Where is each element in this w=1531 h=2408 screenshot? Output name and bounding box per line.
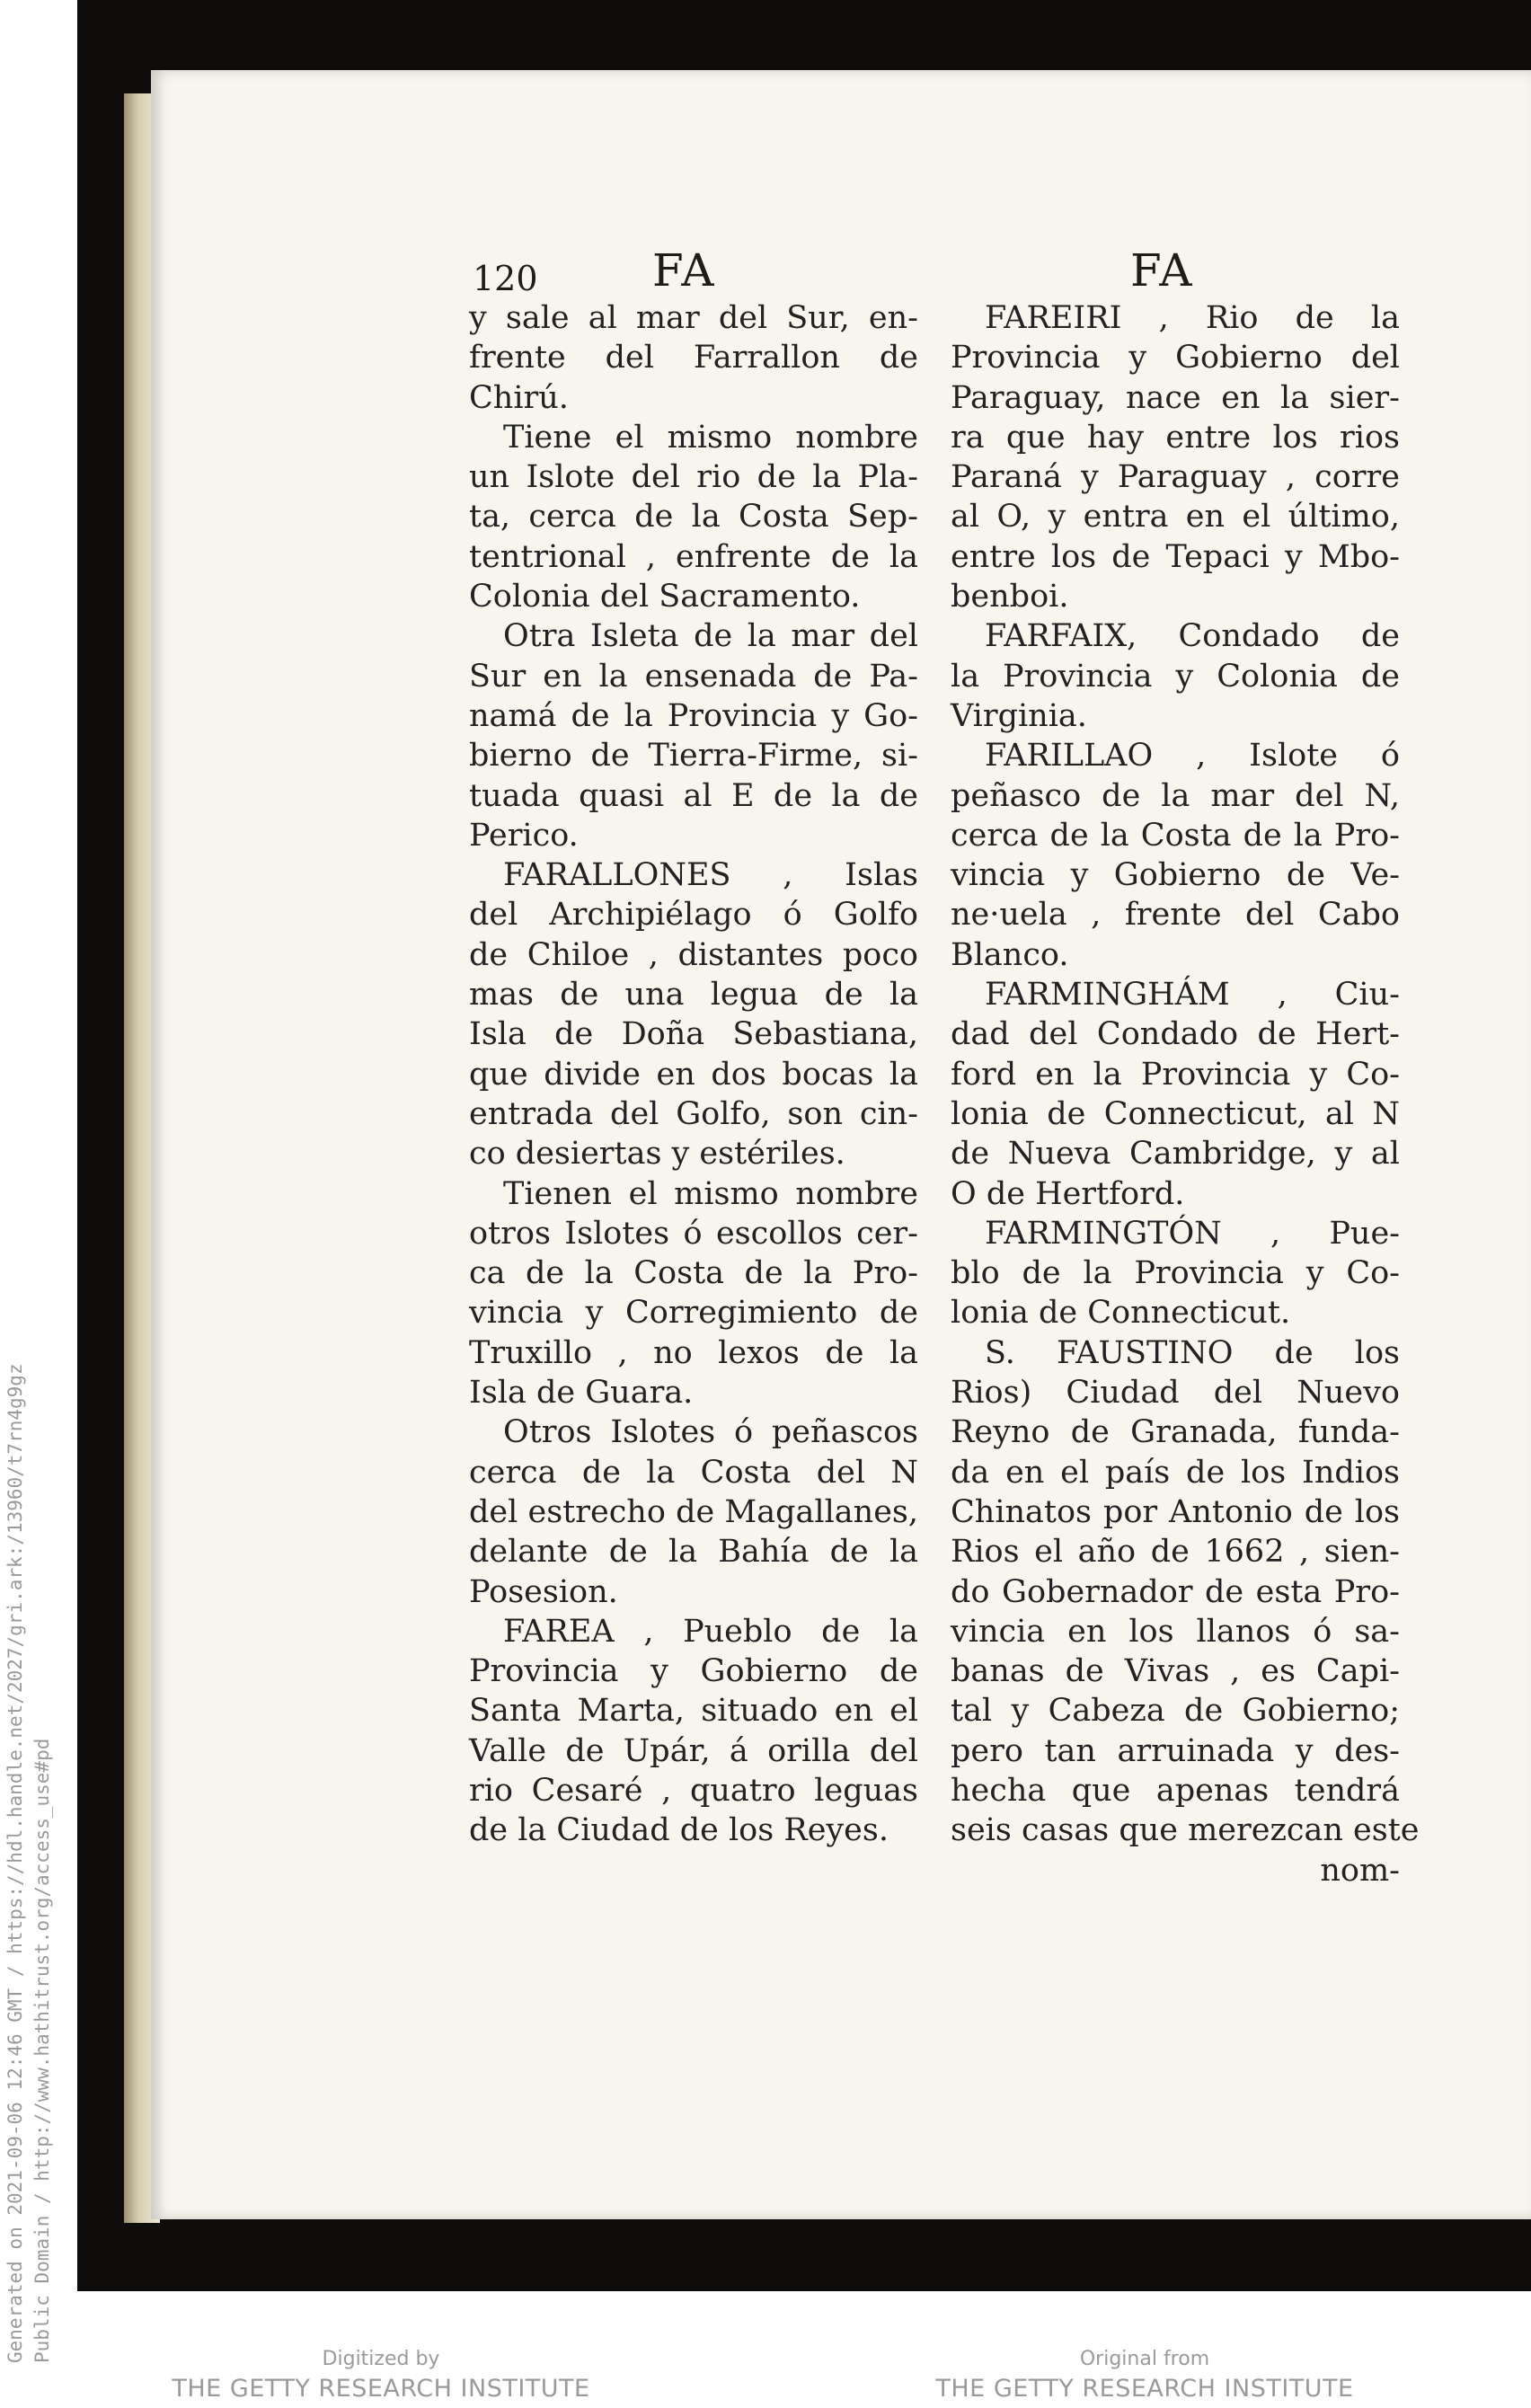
original-from xyxy=(911,2347,1378,2406)
digitized-by-institution: THE GETTY RESEARCH INSTITUTE xyxy=(172,2375,590,2403)
text-line: ta, cerca de la Costa Sep- xyxy=(469,499,918,536)
text-line: seis casas que merezcan este xyxy=(951,1812,1420,1849)
text-line: FARILLAO , Islote ó xyxy=(985,738,1400,775)
text-line: lonia de Connecticut. xyxy=(951,1295,1291,1332)
text-line: Chirú. xyxy=(469,379,569,416)
text-line: de la Ciudad de los Reyes. xyxy=(469,1812,889,1849)
text-line: Blanco. xyxy=(951,936,1069,973)
text-line: la Provincia y Colonia de xyxy=(951,658,1400,695)
text-line: Provincia y Gobierno de xyxy=(469,1653,918,1690)
text-line: frente del Farrallon de xyxy=(469,340,918,376)
text-line: Colonia del Sacramento. xyxy=(469,579,861,615)
text-line: Isla de Guara. xyxy=(469,1375,694,1412)
digitized-by-label: Digitized by xyxy=(322,2348,440,2370)
text-line: ford en la Provincia y Co- xyxy=(951,1056,1400,1093)
text-line: Valle de Upár, á orilla del xyxy=(469,1732,918,1769)
text-line: y sale al mar del Sur, en- xyxy=(469,300,918,336)
text-line: Paraná y Paraguay , corre xyxy=(951,459,1400,496)
text-line: do Gobernador de esta Pro- xyxy=(951,1573,1400,1610)
text-line: pero tan arruinada y des- xyxy=(951,1732,1400,1769)
text-line: nom- xyxy=(1320,1852,1400,1889)
text-line: Virginia. xyxy=(951,697,1087,734)
text-line: rio Cesaré , quatro leguas xyxy=(469,1772,918,1809)
running-head-left: FA xyxy=(652,244,716,297)
hathitrust-watermark xyxy=(2,0,56,2363)
text-line: lonia de Connecticut, al N xyxy=(951,1095,1400,1132)
text-line: Sur en la ensenada de Pa- xyxy=(469,658,918,695)
text-line: ca de la Costa de la Pro- xyxy=(469,1255,918,1292)
text-line: tentrional , enfrente de la xyxy=(469,538,918,575)
text-line: cerca de la Costa del N xyxy=(469,1454,918,1491)
text-line: del estrecho de Magallanes, xyxy=(469,1493,918,1530)
page-footer xyxy=(0,2347,1531,2408)
text-line: FARALLONES , Islas xyxy=(503,857,918,894)
text-line: Tiene el mismo nombre xyxy=(503,419,918,456)
running-head-right: FA xyxy=(1130,244,1194,297)
text-line: da en el país de los Indios xyxy=(951,1454,1400,1491)
left-column xyxy=(469,298,918,1851)
text-line: vincia y Gobierno de Ve- xyxy=(951,857,1400,894)
text-line: namá de la Provincia y Go- xyxy=(469,697,918,734)
text-line: cerca de la Costa de la Pro- xyxy=(951,817,1400,854)
text-line: Posesion. xyxy=(469,1573,618,1610)
text-line: que divide en dos bocas la xyxy=(469,1056,918,1093)
text-line: ra que hay entre los rios xyxy=(951,419,1400,456)
text-line: Paraguay, nace en la sier- xyxy=(951,379,1400,416)
text-line: de Nueva Cambridge, y al xyxy=(951,1136,1400,1173)
text-line: tuada quasi al E de la de xyxy=(469,777,918,814)
text-line: blo de la Provincia y Co- xyxy=(951,1255,1400,1292)
text-line: Perico. xyxy=(469,817,579,854)
text-line: Tienen el mismo nombre xyxy=(503,1175,918,1212)
text-line: Chinatos por Antonio de los xyxy=(951,1493,1400,1530)
text-line: S. FAUSTINO de los xyxy=(985,1334,1400,1371)
original-from-institution: THE GETTY RESEARCH INSTITUTE xyxy=(935,2375,1354,2403)
text-line: Truxillo , no lexos de la xyxy=(469,1334,918,1371)
text-line: Rios el año de 1662 , sien- xyxy=(951,1534,1400,1571)
text-line: Reyno de Granada, funda- xyxy=(951,1414,1400,1451)
text-line: FARFAIX, Condado de xyxy=(985,618,1400,655)
original-from-label: Original from xyxy=(1079,2348,1210,2370)
text-line: dad del Condado de Hert- xyxy=(951,1016,1400,1053)
page-number: 120 xyxy=(473,259,538,298)
digitized-by xyxy=(147,2347,615,2406)
text-line: ne·uela , frente del Cabo xyxy=(951,897,1400,934)
text-line: O de Hertford. xyxy=(951,1175,1185,1212)
text-line: de Chiloe , distantes poco xyxy=(469,936,918,973)
text-line: FAREIRI , Rio de la xyxy=(985,300,1400,336)
text-line: co desiertas y estériles. xyxy=(469,1136,845,1173)
text-line: banas de Vivas , es Capi- xyxy=(951,1653,1400,1690)
text-line: FAREA , Pueblo de la xyxy=(503,1613,918,1650)
text-line: Otros Islotes ó peñascos xyxy=(503,1414,918,1451)
text-line: mas de una legua de la xyxy=(469,977,918,1014)
right-column xyxy=(951,298,1420,1890)
watermark-line-2: Public Domain / http://www.hathitrust.org/access_use#pd xyxy=(31,1738,53,2363)
text-line: Isla de Doña Sebastiana, xyxy=(469,1016,918,1053)
text-line: FARMINGTÓN , Pue- xyxy=(985,1215,1400,1252)
text-line: un Islote del rio de la Pla- xyxy=(469,459,918,496)
text-line: al O, y entra en el último, xyxy=(951,499,1400,536)
text-line: peñasco de la mar del N, xyxy=(951,777,1400,814)
text-line: tal y Cabeza de Gobierno; xyxy=(951,1693,1400,1730)
watermark-line-1: Generated on 2021-09-06 12:46 GMT / https://hdl.handle.net/2027/gri.ark:/13960/t7rn4g9gz xyxy=(4,1363,26,2363)
text-line: vincia y Corregimiento de xyxy=(469,1295,918,1332)
text-line: otros Islotes ó escollos cer- xyxy=(469,1215,918,1252)
page-header xyxy=(0,244,1531,298)
text-line: Provincia y Gobierno del xyxy=(951,340,1400,376)
text-line: delante de la Bahía de la xyxy=(469,1534,918,1571)
text-line: bierno de Tierra-Firme, si- xyxy=(469,738,918,775)
text-line: entrada del Golfo, son cin- xyxy=(469,1095,918,1132)
text-line: Otra Isleta de la mar del xyxy=(503,618,918,655)
text-line: hecha que apenas tendrá xyxy=(951,1772,1400,1809)
text-line: entre los de Tepaci y Mbo- xyxy=(951,538,1400,575)
text-line: benboi. xyxy=(951,579,1069,615)
text-line: FARMINGHÁM , Ciu- xyxy=(985,977,1400,1014)
text-line: del Archipiélago ó Golfo xyxy=(469,897,918,934)
text-line: vincia en los llanos ó sa- xyxy=(951,1613,1400,1650)
text-line: Santa Marta, situado en el xyxy=(469,1693,918,1730)
text-line: Rios) Ciudad del Nuevo xyxy=(951,1375,1400,1412)
